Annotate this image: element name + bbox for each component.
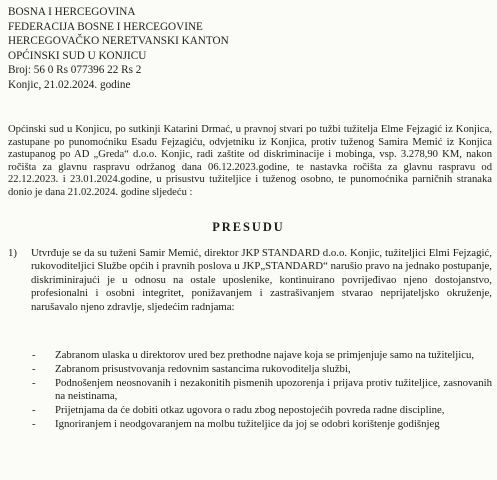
intro-paragraph: Općinski sud u Konjicu, po sutkinji Katarini Drmać, u pravnoj stvari po tužbi tužitelja Elme Fejzagić iz Konjica, zastupane po punomoćniku Esadu Fejzagiću, odvjetniku iz Konjica, protiv tuženog Samira Memić iz Konjica zastupanog po AD „Greda“ d.o.o. Konjic, radi zaštite od diskriminacije i mobinga, vsp. 3.278,90 KM, nakon ročišta za glavnu raspravu održanog dana 06.12.2023.godine, te nastavka ročišta za glavnu raspravu od 22.12.2023. i 23.01.2024.godine, u prisustvu tužiteljice i tuženog osobno, te punomoćnika parničnih stranaka donio je dana 21.02.2024. godine sljedeću : [8, 124, 492, 198]
item-number: 1) [8, 247, 17, 259]
header-federation: FEDERACIJA BOSNE I HERCEGOVINE [8, 20, 203, 33]
header-country: BOSNA I HERCEGOVINA [8, 6, 136, 18]
header-canton: HERCEGOVAČKO NERETVANSKI KANTON [8, 35, 229, 48]
bullet-marker: - [32, 362, 36, 375]
header-court: OPĆINSKI SUD U KONJICU [8, 49, 147, 62]
bullet-list [32, 349, 492, 432]
bullet-marker: - [32, 376, 36, 389]
item-text: Utvrđuje se da su tuženi Samir Memić, direktor JKP STANDARD d.o.o. Konjic, tužiteljici Elmi Fejzagić, rukovoditeljici Službe općih i pravnih poslova u JKP„STANDARD“ narušio pravo na jednako postupanje, diskriminirajući je u odnosu na ostale uposlenike, kontinuirano povrijeđivao njeno dostojanstvo, profesionalni i osobni integritet, ponižavanjem i zastrašivanjem stvarao neprijateljsko okruženje, narušavalo njeno zdravlje, sljedećim radnjama: [31, 247, 492, 313]
bullet-marker: - [32, 349, 36, 361]
header-case-number: Broj: 56 0 Rs 077396 22 Rs 2 [8, 64, 142, 77]
bullet-item [32, 377, 492, 405]
bullet-marker: - [32, 404, 36, 417]
bullet-marker: - [32, 417, 36, 430]
bullet-item [32, 363, 492, 377]
bullet-text: Ignoriranjem i neodgovaranjem na molbu tužiteljice da joj se odobri korištenje godišnjeg [55, 417, 440, 430]
verdict-item-1 [8, 247, 492, 314]
bullet-text: Zabranom prisustvovanja redovnim sastancima rukovoditelja službi, [55, 362, 351, 375]
bullet-item [32, 418, 492, 432]
bullet-text: Prijetnjama da će dobiti otkaz ugovora o radu zbog nepostojećih povreda radne discipline, [55, 404, 445, 417]
bullet-item [32, 349, 492, 363]
court-header [8, 5, 229, 93]
bullet-text: Podnošenjem neosnovanih i nezakonitih pismenih upozorenja i prijava protiv tužiteljice, zasnovanih na neistinama, [55, 376, 492, 403]
bullet-text: Zabranom ulaska u direktorov ured bez prethodne najave koja se primjenjuje samo na tužiteljicu, [55, 349, 475, 361]
document-title: PRESUDU [212, 220, 285, 234]
bullet-item [32, 404, 492, 418]
header-date: Konjic, 21.02.2024. godine [8, 78, 131, 91]
